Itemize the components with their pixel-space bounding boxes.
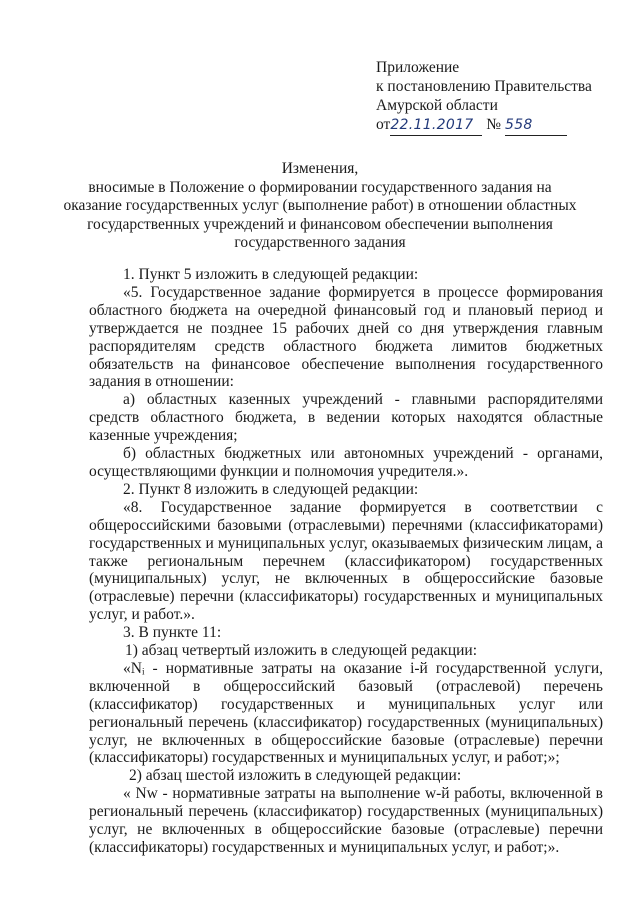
paragraph-subitem-a: а) областных казенных учреждений - главными распорядителями средств областного бюджета, в ведении которых находятся областные казенные учреждения; [89,391,603,445]
handwritten-date: 22.11.2017 [390,117,474,133]
number-prefix: № [486,116,501,133]
paragraph-item-3: 3. В пункте 11: [123,624,222,642]
appendix-label: Приложение [376,59,460,76]
date-number-line [376,115,592,136]
resolution-reference: к постановлению Правительства [376,78,592,95]
paragraph-subitem-2: 2) абзац шестой изложить в следующей редакции: [129,767,462,785]
document-body [89,266,603,857]
region-name: Амурской области [376,97,498,114]
paragraph-ni-definition: «Nᵢ - нормативные затраты на оказание i-й государственной услуги, включенной в общероссийский базовый (отраслевой) перечень (классификатор) государственных и муниципальных услуг или региональный перечень (классификатор) государственных (муниципальных) услуг, не включенных в общероссийские базовые (отраслевые) перечни (классификаторы) государственных и муниципальных услуг, и работ;»; [89,659,603,767]
paragraph-nw-definition: « Nw - нормативные затраты на выполнение w-й работы, включенной в региональный перечень (классификатор) государственных (муниципальных) услуг, не включенных в общероссийские базовые (отраслевые) перечни (классификаторы) государственных и муниципальных услуг, и работ;». [89,785,603,856]
paragraph-subitem-b: б) областных бюджетных или автономных учреждений - органами, осуществляющими функции и полномочия учредителя.». [89,445,603,480]
document-title [60,160,580,253]
paragraph-item-2: 2. Пункт 8 изложить в следующей редакции: [123,480,419,498]
title-description: вносимые в Положение о формировании государственного задания на оказание государственных услуг (выполнение работ) в отношении областных государственных учреждений и финансовом обеспечении выполнения государственного задания [63,178,577,251]
title-heading: Изменения, [281,160,359,177]
paragraph-point-8: «8. Государственное задание формируется в соответствии с общероссийскими базовыми (отраслевыми) перечнями (классификаторами) государственных и муниципальных услуг, оказываемых физическим лицам, а также региональным перечнем (классификатором) государственных (муниципальных) услуг, не включенных в общероссийские базовые (отраслевые) перечни (классификаторы) государственных и муниципальных услуг, и работ.». [89,498,603,624]
handwritten-number: 558 [505,117,533,133]
paragraph-item-1: 1. Пункт 5 изложить в следующей редакции: [123,266,419,283]
paragraph-subitem-1: 1) абзац четвертый изложить в следующей редакции: [125,642,478,660]
date-prefix: от [376,116,391,133]
paragraph-point-5: «5. Государственное задание формируется в процессе формирования областного бюджета на очередной финансовый год и плановый период и утверждается не позднее 15 рабочих дней со дня утверждения главным распорядителям средств областного бюджета лимитов бюджетных обязательств на финансовое обеспечение выполнения государственного задания в отношении: [89,283,603,391]
appendix-header [376,58,592,136]
